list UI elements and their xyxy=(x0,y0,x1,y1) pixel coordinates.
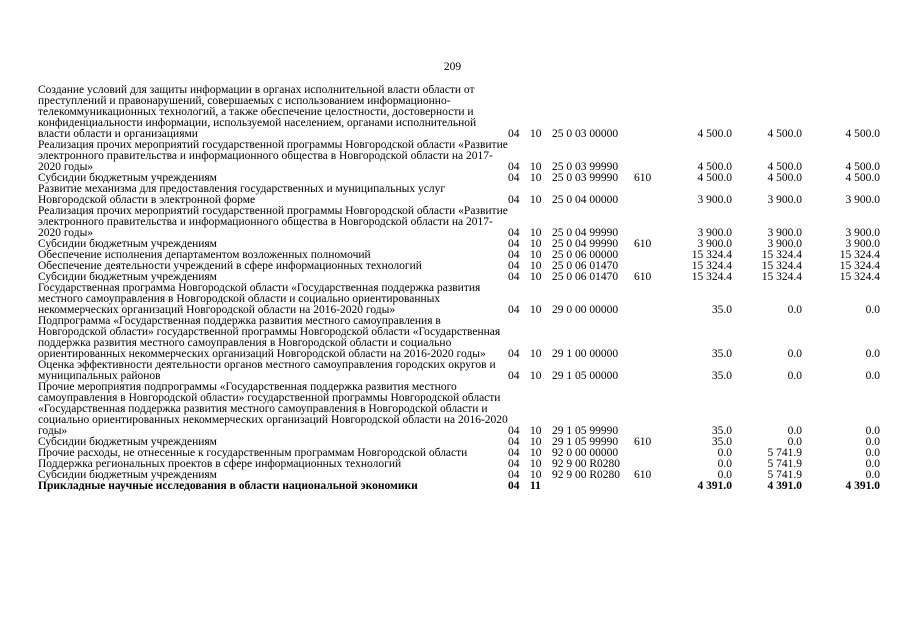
amount-2020: 4 391.0 xyxy=(845,480,880,492)
amount-2019: 15 324.4 xyxy=(761,271,802,283)
target-article-code: 25 0 06 00000 xyxy=(552,249,619,261)
subsection-code: 10 xyxy=(530,249,542,261)
subsection-code: 10 xyxy=(530,458,542,470)
table-body xyxy=(38,85,880,492)
target-article-code: 25 0 03 00000 xyxy=(552,128,619,140)
target-article-code: 25 0 04 99990 xyxy=(552,238,619,250)
amount-2019: 0.0 xyxy=(787,348,802,360)
target-article-code: 29 1 05 99990 xyxy=(552,436,619,448)
amount-2018: 0.0 xyxy=(717,469,732,481)
expense-type-code xyxy=(634,448,662,459)
page-number: 209 xyxy=(443,61,462,73)
row-name: Развитие механизма для предоставления государственных и муниципальных услуг Новгородской области в электронной форме xyxy=(38,183,446,206)
section-code: 04 xyxy=(508,304,520,316)
table-row xyxy=(38,184,880,206)
subsection-code: 10 xyxy=(530,161,542,173)
row-name: Государственная программа Новгородской области «Государственная поддержка развития местного самоуправления в Новгородской области и социально ориентированных некоммерческих организаций Новгородской области на 2016-2020 годы» xyxy=(38,282,481,316)
subsection-code: 10 xyxy=(530,128,542,140)
amount-2018: 15 324.4 xyxy=(691,249,732,261)
amount-2019: 4 391.0 xyxy=(767,480,802,492)
row-name: Обеспечение деятельности учреждений в сфере информационных технологий xyxy=(38,260,422,272)
expense-type-code xyxy=(634,360,662,382)
target-article-code: 25 0 06 01470 xyxy=(552,271,619,283)
row-name: Поддержка региональных проектов в сфере информационных технологий xyxy=(38,458,402,470)
amount-2020: 4 500.0 xyxy=(845,128,880,140)
section-code: 04 xyxy=(508,249,520,261)
amount-2019: 5 741.9 xyxy=(767,458,802,470)
expense-type-code: 610 xyxy=(634,172,652,184)
target-article-code: 25 0 03 99990 xyxy=(552,172,619,184)
subsection-code: 10 xyxy=(530,172,542,184)
amount-2018: 35.0 xyxy=(711,370,732,382)
amount-2018: 4 500.0 xyxy=(697,128,732,140)
amount-2020: 15 324.4 xyxy=(839,271,880,283)
expense-type-code: 610 xyxy=(634,271,652,283)
target-article-code: 92 9 00 R0280 xyxy=(552,469,621,481)
amount-2018: 3 900.0 xyxy=(697,227,732,239)
amount-2018: 0.0 xyxy=(717,458,732,470)
row-name: Прочие мероприятия подпрограммы «Государственная поддержка развития местного самоуправления в Новгородской области» государственной программы Новгородской области «Государственная поддержка развития местного самоуправления в Новгородской области и социально ориентированных некоммерческих организаций Новгородской области на 2016-2020 годы» xyxy=(38,381,508,437)
amount-2019: 0.0 xyxy=(787,370,802,382)
amount-2020: 0.0 xyxy=(865,458,880,470)
amount-2018: 15 324.4 xyxy=(691,260,732,272)
row-name: Субсидии бюджетным учреждениям xyxy=(38,436,217,448)
expense-type-code: 610 xyxy=(634,436,652,448)
amount-2020: 0.0 xyxy=(865,425,880,437)
target-article-code: 25 0 06 01470 xyxy=(552,260,619,272)
section-code: 04 xyxy=(508,436,520,448)
row-name: Обеспечение исполнения департаментом возложенных полномочий xyxy=(38,249,371,261)
subsection-code: 10 xyxy=(530,194,542,206)
amount-2019: 15 324.4 xyxy=(761,260,802,272)
subsection-code: 10 xyxy=(530,469,542,481)
amount-2020: 3 900.0 xyxy=(845,194,880,206)
expense-type-code xyxy=(634,382,662,437)
table-row xyxy=(38,382,880,437)
amount-2018: 35.0 xyxy=(711,348,732,360)
row-name: Реализация прочих мероприятий государственной программы Новгородской области «Развитие электронного правительства и информационного общества в Новгородской области на 2017-2020 годы» xyxy=(38,205,508,239)
row-name: Субсидии бюджетным учреждениям xyxy=(38,238,217,250)
subsection-code: 10 xyxy=(530,436,542,448)
target-article-code: 29 1 00 00000 xyxy=(552,348,619,360)
target-article-code: 92 9 00 R0280 xyxy=(552,458,621,470)
amount-2018: 3 900.0 xyxy=(697,194,732,206)
amount-2020: 0.0 xyxy=(865,469,880,481)
subsection-code: 10 xyxy=(530,447,542,459)
expense-type-code xyxy=(634,481,662,492)
row-name: Субсидии бюджетным учреждениям xyxy=(38,172,217,184)
amount-2020: 0.0 xyxy=(865,304,880,316)
amount-2019: 15 324.4 xyxy=(761,249,802,261)
section-code: 04 xyxy=(508,348,520,360)
section-code: 04 xyxy=(508,161,520,173)
amount-2019: 3 900.0 xyxy=(767,238,802,250)
amount-2019: 4 500.0 xyxy=(767,172,802,184)
subsection-code: 10 xyxy=(530,238,542,250)
amount-2019: 5 741.9 xyxy=(767,447,802,459)
budget-table xyxy=(38,85,880,492)
amount-2020: 0.0 xyxy=(865,370,880,382)
expense-type-code: 610 xyxy=(634,238,652,250)
expense-type-code xyxy=(634,85,662,140)
expense-type-code xyxy=(634,140,662,173)
subsection-code: 10 xyxy=(530,260,542,272)
subsection-code: 10 xyxy=(530,348,542,360)
amount-2018: 3 900.0 xyxy=(697,238,732,250)
amount-2019: 3 900.0 xyxy=(767,194,802,206)
row-name: Прочие расходы, не отнесенные к государственным программам Новгородской области xyxy=(38,447,468,459)
section-code: 04 xyxy=(508,260,520,272)
amount-2018: 35.0 xyxy=(711,425,732,437)
subsection-code: 11 xyxy=(530,480,541,492)
amount-2020: 3 900.0 xyxy=(845,238,880,250)
amount-2018: 0.0 xyxy=(717,447,732,459)
amount-2019: 0.0 xyxy=(787,304,802,316)
table-row xyxy=(38,360,880,382)
amount-2019: 0.0 xyxy=(787,436,802,448)
section-code: 04 xyxy=(508,271,520,283)
amount-2020: 4 500.0 xyxy=(845,161,880,173)
table-row xyxy=(38,206,880,239)
section-code: 04 xyxy=(508,194,520,206)
section-code: 04 xyxy=(508,128,520,140)
table-row xyxy=(38,283,880,316)
amount-2018: 35.0 xyxy=(711,304,732,316)
amount-2019: 4 500.0 xyxy=(767,161,802,173)
subsection-code: 10 xyxy=(530,425,542,437)
target-article-code: 25 0 04 00000 xyxy=(552,194,619,206)
amount-2019: 3 900.0 xyxy=(767,227,802,239)
amount-2020: 0.0 xyxy=(865,348,880,360)
amount-2018: 35.0 xyxy=(711,436,732,448)
target-article-code: 25 0 03 99990 xyxy=(552,161,619,173)
expense-type-code xyxy=(634,206,662,239)
subsection-code: 10 xyxy=(530,271,542,283)
row-name: Субсидии бюджетным учреждениям xyxy=(38,271,217,283)
target-article-code xyxy=(552,481,634,492)
amount-2020: 15 324.4 xyxy=(839,260,880,272)
section-code: 04 xyxy=(508,370,520,382)
amount-2018: 15 324.4 xyxy=(691,271,732,283)
section-code: 04 xyxy=(508,238,520,250)
row-name: Оценка эффективности деятельности органов местного самоуправления городских округов и муниципальных районов xyxy=(38,359,496,382)
amount-2019: 0.0 xyxy=(787,425,802,437)
section-code: 04 xyxy=(508,469,520,481)
amount-2020: 0.0 xyxy=(865,447,880,459)
row-name: Реализация прочих мероприятий государственной программы Новгородской области «Развитие электронного правительства и информационного общества в Новгородской области на 2017-2020 годы» xyxy=(38,139,508,173)
amount-2020: 15 324.4 xyxy=(839,249,880,261)
target-article-code: 29 1 05 99990 xyxy=(552,425,619,437)
section-code: 04 xyxy=(508,480,520,492)
table-row xyxy=(38,316,880,360)
amount-2020: 0.0 xyxy=(865,436,880,448)
expense-type-code xyxy=(634,184,662,206)
section-code: 04 xyxy=(508,447,520,459)
table-row xyxy=(38,481,880,492)
expense-type-code xyxy=(634,316,662,360)
target-article-code: 29 1 05 00000 xyxy=(552,370,619,382)
subsection-code: 10 xyxy=(530,304,542,316)
row-name: Подпрограмма «Государственная поддержка развития местного самоуправления в Новгородской области» государственной программы Новгородской области «Государственная поддержка развития местного самоуправления в Новгородской области и социально ориентированных некоммерческих организаций Новгородской области на 2016-2020 годы» xyxy=(38,315,501,360)
row-name: Создание условий для защиты информации в органах исполнительной власти области от преступлений и правонарушений, совершаемых с использованием информационно-телекоммуникационных технологий, а также обеспечение целостности, достоверности и конфиденциальности информации, используемой населением, органами исполнительной власти области и организациями xyxy=(38,84,477,140)
table-row xyxy=(38,140,880,173)
amount-2020: 3 900.0 xyxy=(845,227,880,239)
expense-type-code xyxy=(634,283,662,316)
amount-2019: 5 741.9 xyxy=(767,469,802,481)
table-row xyxy=(38,85,880,140)
section-code: 04 xyxy=(508,458,520,470)
expense-type-code xyxy=(634,250,662,261)
target-article-code: 25 0 04 99990 xyxy=(552,227,619,239)
subsection-code: 10 xyxy=(530,227,542,239)
expense-type-code: 610 xyxy=(634,469,652,481)
amount-2018: 4 500.0 xyxy=(697,172,732,184)
section-code: 04 xyxy=(508,227,520,239)
amount-2018: 4 391.0 xyxy=(697,480,732,492)
amount-2018: 4 500.0 xyxy=(697,161,732,173)
section-code: 04 xyxy=(508,425,520,437)
target-article-code: 92 0 00 00000 xyxy=(552,447,619,459)
subsection-code: 10 xyxy=(530,370,542,382)
row-name: Субсидии бюджетным учреждениям xyxy=(38,469,217,481)
amount-2020: 4 500.0 xyxy=(845,172,880,184)
row-name: Прикладные научные исследования в области национальной экономики xyxy=(38,480,418,492)
target-article-code: 29 0 00 00000 xyxy=(552,304,619,316)
section-code: 04 xyxy=(508,172,520,184)
amount-2019: 4 500.0 xyxy=(767,128,802,140)
